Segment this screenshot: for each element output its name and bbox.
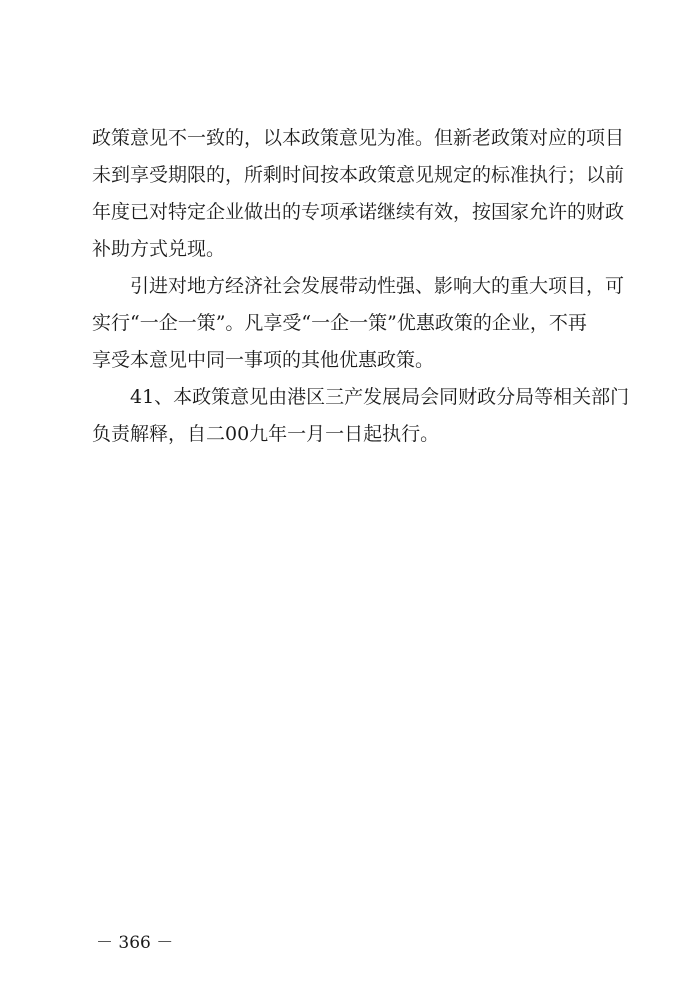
text-line: 享受本意见中同一事项的其他优惠政策。	[92, 349, 435, 371]
text-line: 41、本政策意见由港区三产发展局会同财政分局等相关部门	[130, 386, 630, 408]
paragraph-3	[92, 379, 630, 453]
paragraph-2	[92, 268, 625, 379]
text-line: 未到享受期限的，所剩时间按本政策意见规定的标准执行；以前	[92, 164, 625, 186]
text-line: 补助方式兑现。	[92, 238, 226, 260]
text-line: 政策意见不一致的，以本政策意见为准。但新老政策对应的项目	[92, 127, 625, 149]
text-line: 负责解释，自二00九年一月一日起执行。	[92, 423, 440, 445]
text-line: 引进对地方经济社会发展带动性强、影响大的重大项目，可	[130, 275, 625, 297]
body-text	[92, 120, 630, 453]
text-line: 年度已对特定企业做出的专项承诺继续有效，按国家允许的财政	[92, 201, 625, 223]
page-number: － 366 －	[96, 933, 174, 953]
text-line: 实行“一企一策”。凡享受“一企一策”优惠政策的企业，不再	[92, 312, 587, 334]
paragraph-1	[92, 120, 625, 268]
